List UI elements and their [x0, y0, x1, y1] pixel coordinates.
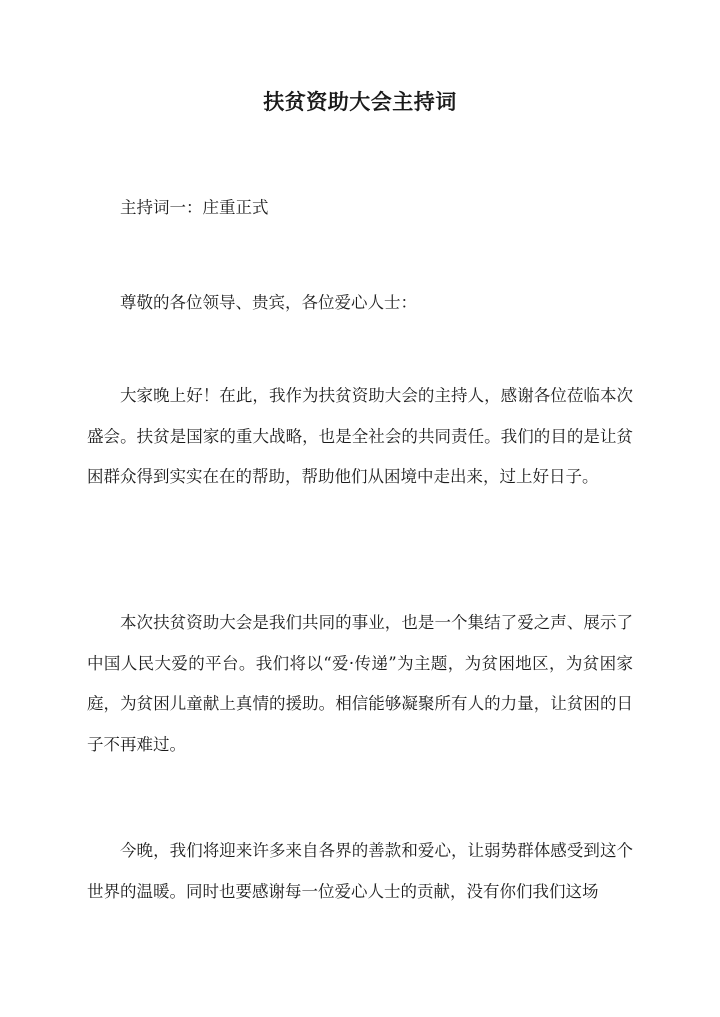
body-paragraph-3: 今晚，我们将迎来许多来自各界的善款和爱心，让弱势群体感受到这个世界的温暖。同时也要感谢每一位爱心人士的贡献，没有你们我们这场 — [87, 841, 633, 901]
body-paragraph-2: 本次扶贫资助大会是我们共同的事业，也是一个集结了爱之声、展示了中国人民大爱的平台。我们将以“爱·传递”为主题，为贫困地区，为贫困家庭，为贫困儿童献上真情的援助。相信能够凝聚所有人的力量，让贫困的日子不再难过。 — [87, 613, 633, 754]
body-paragraph-1: 大家晚上好！在此，我作为扶贫资助大会的主持人，感谢各位莅临本次盛会。扶贫是国家的重大战略，也是全社会的共同责任。我们的目的是让贫困群众得到实实在在的帮助，帮助他们从困境中走出来，过上好日子。 — [87, 386, 633, 486]
subtitle-paragraph: 主持词一：庄重正式 — [120, 198, 269, 217]
salutation-paragraph: 尊敬的各位领导、贵宾，各位爱心人士： — [120, 293, 417, 312]
document-title: 扶贫资助大会主持词 — [263, 89, 457, 114]
